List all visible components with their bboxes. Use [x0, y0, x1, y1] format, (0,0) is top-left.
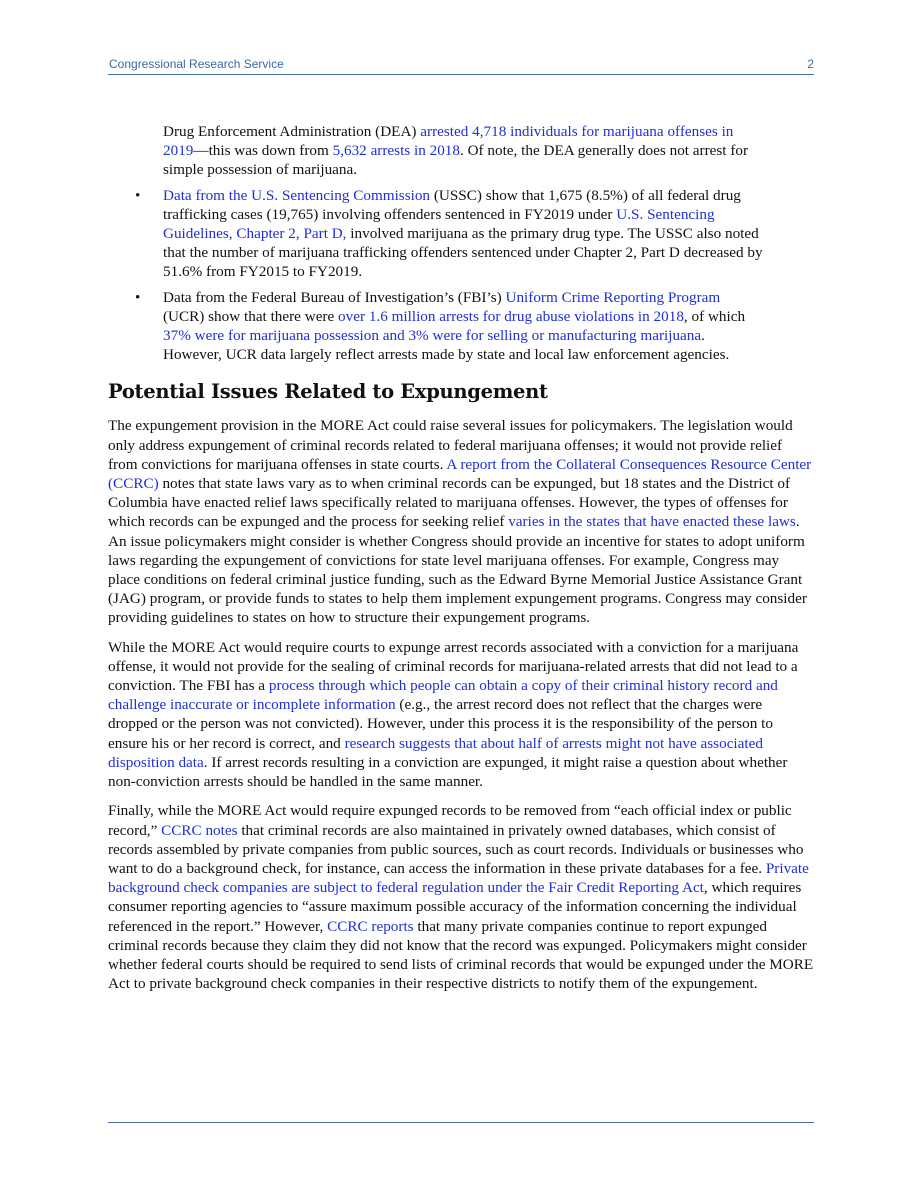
page-header [108, 56, 814, 75]
link-fair-credit-reporting-act[interactable]: Private background check companies are subject to federal regulation under the Fair Credit Reporting Act [108, 859, 809, 897]
page-number: 2 [807, 57, 814, 71]
link-dea-arrests-2018[interactable]: 5,632 arrests in 2018 [332, 142, 460, 160]
bullet-continuation: Drug Enforcement Administration (DEA) arrested 4,718 individuals for marijuana offenses in 2019—this was down from 5,632 arrests in 2018. Of note, the DEA generally does not arrest for simple possession of marijuana. [163, 123, 749, 179]
bullet-list [108, 186, 814, 365]
publisher-name: Congressional Research Service [109, 57, 284, 71]
link-disposition-research[interactable]: research suggests that about half of arrests might not have associated disposition data [108, 734, 763, 771]
paragraph-private-databases: Finally, while the MORE Act would require expunged records to be removed from “each official index or public record,” CCRC notes that criminal records are also maintained in privately owned databases, which consist of records assembled by private companies from public sources, such as court records. Individuals or businesses who want to do a background check, for instance, can access the information in these private databases for a fee. Private background check companies are subject to federal regulation under the Fair Credit Reporting Act, which requires consumer reporting agencies to “assure maximum possible accuracy of the information concerning the individual referenced in the report.” However, CCRC reports that many private companies continue to report expunged criminal records because they claim they did not know that the record was expunged. Policymakers might consider whether federal courts should be required to send lists of criminal records that would be expunged under the MORE Act to private background check companies in their respective districts to notify them of the expungement. [108, 802, 814, 993]
bullet-item-ussc: • Data from the U.S. Sentencing Commission (USSC) show that 1,675 (8.5%) of all federal drug trafficking cases (19,765) involving offenders sentenced in FY2019 under U.S. Sentencing Guidelines, Chapter 2, Part D, involved marijuana as the primary drug type. The USSC also noted that the number of marijuana trafficking offenders sentenced under Chapter 2, Part D decreased by 51.6% from FY2015 to FY2019. [163, 186, 763, 282]
bullet-item-fbi-ucr: • Data from the Federal Bureau of Investigation’s (FBI’s) Uniform Crime Reporting Program (UCR) show that there were over 1.6 million arrests for drug abuse violations in 2018, of which 37% were for marijuana possession and 3% were for selling or manufacturing marijuana. However, UCR data largely reflect arrests made by state and local law enforcement agencies. [163, 288, 763, 365]
link-ucr-program[interactable]: Uniform Crime Reporting Program [505, 288, 721, 306]
link-state-relief-laws[interactable]: varies in the states that have enacted these laws [508, 513, 796, 531]
link-ussc-data[interactable]: Data from the U.S. Sentencing Commission [163, 186, 431, 204]
paragraph-state-laws: The expungement provision in the MORE Act could raise several issues for policymakers. The legislation would only address expungement of criminal records related to federal marijuana offenses; it would not provide relief from convictions for marijuana offenses in state courts. A report from the Collateral Consequences Resource Center (CCRC) notes that state laws vary as to when criminal records can be expunged, but 18 states and the District of Columbia have enacted relief laws specifically related to marijuana offenses. However, the types of offenses for which records can be expunged and the process for seeking relief varies in the states that have enacted these laws. An issue policymakers might consider is whether Congress should provide an incentive for states to adopt uniform laws regarding the expungement of convictions for state level marijuana offenses. For example, Congress may place conditions on federal criminal justice funding, such as the Edward Byrne Memorial Justice Assistance Grant (JAG) program, or provide funds to states to help them implement expungement programs. Congress may consider providing guidelines to states on how to structure their expungement programs. [108, 417, 812, 627]
link-marijuana-arrest-share[interactable]: 37% were for marijuana possession and 3% were for selling or manufacturing marijuana [163, 327, 702, 345]
footer-rule [108, 1122, 814, 1123]
link-ccrc-report[interactable]: A report from the Collateral Consequences Resource Center (CCRC) [108, 455, 812, 493]
paragraph-arrest-records: While the MORE Act would require courts to expunge arrest records associated with a conviction for a marijuana offense, it would not provide for the sealing of criminal records for marijuana-related arrests that did not lead to a conviction. The FBI has a process through which people can obtain a copy of their criminal history record and challenge inaccurate or incomplete information (e.g., the arrest record does not reflect that the charges were dropped or the person was not convicted). However, under this process it is the responsibility of the person to ensure his or her record is correct, and research suggests that about half of arrests might not have associated disposition data. If arrest records resulting in a conviction are expunged, it might raise a question about whether non-conviction arrests should be handled in the same manner. [108, 638, 799, 791]
section-heading: Potential Issues Related to Expungement [108, 380, 548, 404]
link-ccrc-notes[interactable]: CCRC notes [161, 821, 238, 839]
link-fbi-record-challenge[interactable]: process through which people can obtain a copy of their criminal history record and challenge inaccurate or incomplete information [108, 677, 778, 714]
link-sentencing-guidelines[interactable]: U.S. Sentencing Guidelines, Chapter 2, Part D, [163, 205, 715, 243]
link-drug-arrests-2018[interactable]: over 1.6 million arrests for drug abuse violations in 2018 [338, 307, 684, 325]
link-ccrc-reports[interactable]: CCRC reports [327, 917, 414, 935]
link-dea-arrests-2019[interactable]: arrested 4,718 individuals for marijuana offenses in 2019 [163, 123, 734, 160]
document-body [108, 122, 814, 1003]
